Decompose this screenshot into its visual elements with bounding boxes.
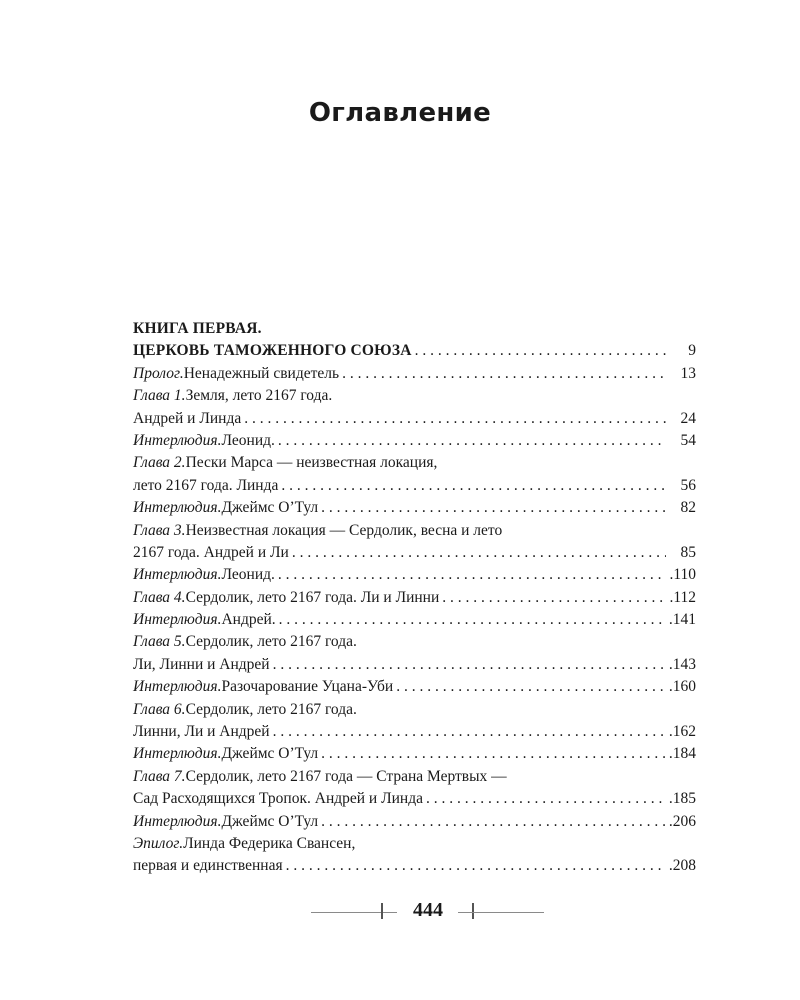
toc-entry-line <box>133 363 696 385</box>
dot-leader <box>289 542 666 564</box>
dot-leader <box>270 721 665 743</box>
entry-title: Неизвестная локация — Сердолик, весна и лето <box>185 521 503 539</box>
entry-title: Земля, лето 2167 года. <box>185 387 333 405</box>
entry-title-continued: 2167 года. Андрей и Ли <box>133 543 289 561</box>
table-of-contents <box>133 318 696 878</box>
entry-label: Глава 2. <box>133 454 186 472</box>
dot-leader <box>423 788 665 810</box>
dot-leader <box>439 587 665 609</box>
dot-leader <box>393 676 665 698</box>
footer-rule-left <box>311 912 397 913</box>
toc-entry-line <box>133 385 696 407</box>
toc-entry-line <box>133 587 696 609</box>
page-number: .208 <box>668 857 696 875</box>
entry-label: Интерлюдия. <box>133 812 222 830</box>
dot-leader <box>276 609 665 631</box>
dot-leader <box>278 475 666 497</box>
entry-title-continued: Андрей и Линда <box>133 409 242 427</box>
toc-entry-line <box>133 654 696 676</box>
book-heading: КНИГА ПЕРВАЯ. <box>133 320 262 337</box>
entry-title: Джеймс О’Тул <box>221 499 319 517</box>
dot-leader <box>283 855 665 877</box>
toc-entry-line <box>133 452 696 474</box>
page-number: 54 <box>680 431 696 449</box>
page-number: .185 <box>668 790 696 808</box>
entry-label: Пролог. <box>133 364 184 382</box>
dot-leader <box>270 654 665 676</box>
toc-entry-line <box>133 497 696 519</box>
page-number: .110 <box>669 566 696 584</box>
dot-leader <box>339 363 666 385</box>
page-number: .162 <box>668 723 696 741</box>
toc-entry-line <box>133 520 696 542</box>
dot-leader <box>318 743 665 765</box>
dot-leader <box>241 408 666 430</box>
entry-title: Сердолик, лето 2167 года. <box>185 633 357 651</box>
page-number: 56 <box>680 476 696 494</box>
entry-title-continued: Сад Расходящихся Тропок. Андрей и Линда <box>133 790 423 808</box>
page-number: 13 <box>680 364 696 382</box>
entry-title: Линда Федерика Свансен, <box>183 834 356 852</box>
toc-entry-line <box>133 811 696 833</box>
toc-entry-line <box>133 743 696 765</box>
entry-title: Андрей. <box>221 611 276 629</box>
toc-entry-line <box>133 855 696 877</box>
folio-number: 444 <box>413 899 443 921</box>
toc-entry-line <box>133 609 696 631</box>
page-number: .184 <box>668 745 696 763</box>
page-title: Оглавление <box>308 98 492 128</box>
entry-label: Интерлюдия. <box>133 611 222 629</box>
entry-label: Интерлюдия. <box>133 499 222 517</box>
footer-ornament-right <box>472 903 474 919</box>
entry-label: Глава 6. <box>133 700 186 718</box>
book-heading-line <box>133 318 696 340</box>
entry-title: Сердолик, лето 2167 года. Ли и Линни <box>185 588 440 606</box>
toc-entry-line <box>133 542 696 564</box>
toc-entry-line <box>133 631 696 653</box>
dot-leader <box>275 430 666 452</box>
entry-label: Глава 3. <box>133 521 186 539</box>
entry-title-continued: лето 2167 года. Линда <box>133 476 279 494</box>
entry-label: Глава 7. <box>133 767 186 785</box>
entry-label: Глава 1. <box>133 387 186 405</box>
page-number: 9 <box>688 342 696 360</box>
entry-title: Джеймс О’Тул <box>221 812 319 830</box>
dot-leader <box>275 564 666 586</box>
entry-title: Сердолик, лето 2167 года — Страна Мертвых — <box>185 767 507 785</box>
page-number: .160 <box>668 678 696 696</box>
page-number: 82 <box>680 499 696 517</box>
book-title: ЦЕРКОВЬ ТАМОЖЕННОГО СОЮЗА <box>133 342 412 360</box>
page-number: .112 <box>669 588 696 606</box>
footer-rule-right <box>458 912 544 913</box>
book-title-line <box>133 340 696 362</box>
entry-label: Глава 4. <box>133 588 186 606</box>
toc-entry-line <box>133 475 696 497</box>
toc-entry-line <box>133 833 696 855</box>
page-number: .143 <box>668 655 696 673</box>
toc-entry-line <box>133 408 696 430</box>
toc-entry-line <box>133 766 696 788</box>
toc-entry-line <box>133 721 696 743</box>
entry-label: Интерлюдия. <box>133 678 222 696</box>
dot-leader <box>318 811 665 833</box>
entry-label: Интерлюдия. <box>133 431 222 449</box>
entry-title-continued: Линни, Ли и Андрей <box>133 723 270 741</box>
toc-entry-line <box>133 564 696 586</box>
entry-title: Леонид. <box>221 566 275 584</box>
page-number: 85 <box>680 543 696 561</box>
toc-entry-line <box>133 676 696 698</box>
dot-leader <box>412 340 666 362</box>
entry-label: Интерлюдия. <box>133 566 222 584</box>
entry-label: Эпилог. <box>133 834 184 852</box>
entry-title-continued: Ли, Линни и Андрей <box>133 655 270 673</box>
entry-title: Леонид. <box>221 431 275 449</box>
entry-title: Джеймс О’Тул <box>221 745 319 763</box>
toc-entry-line <box>133 699 696 721</box>
entry-title: Пески Марса — неизвестная локация, <box>185 454 438 472</box>
page-number: 24 <box>680 409 696 427</box>
entry-label: Глава 5. <box>133 633 186 651</box>
entry-title: Ненадежный свидетель <box>183 364 340 382</box>
page-number: .206 <box>668 812 696 830</box>
page-footer <box>0 897 800 927</box>
toc-entry-line <box>133 788 696 810</box>
toc-entries <box>133 363 696 878</box>
entry-title: Сердолик, лето 2167 года. <box>185 700 357 718</box>
dot-leader <box>318 497 666 519</box>
footer-ornament-left <box>381 903 383 919</box>
toc-entry-line <box>133 430 696 452</box>
entry-label: Интерлюдия. <box>133 745 222 763</box>
entry-title: Разочарование Уцана-Уби <box>221 678 394 696</box>
page-number: .141 <box>668 611 696 629</box>
entry-title-continued: первая и единственная <box>133 857 283 875</box>
